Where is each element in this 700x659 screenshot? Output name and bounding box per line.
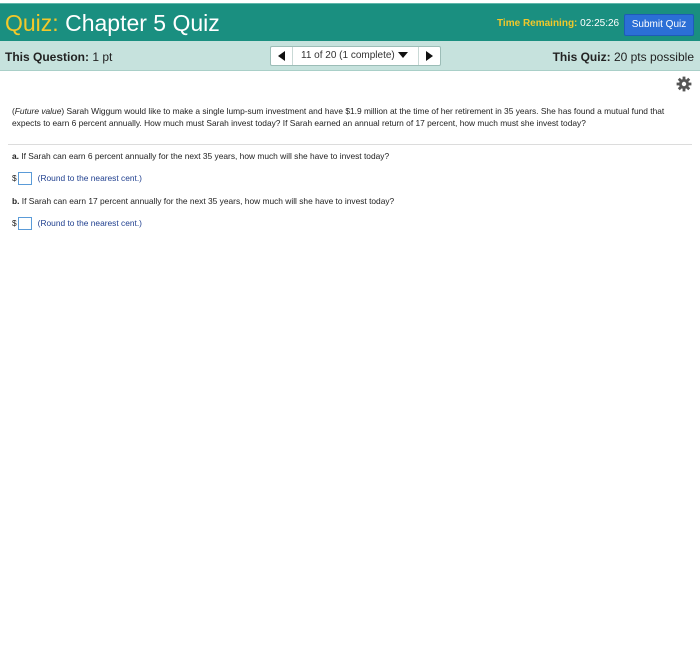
part-a-rounding-hint: (Round to the nearest cent.) <box>37 173 142 183</box>
question-select-dropdown[interactable] <box>294 47 418 65</box>
part-b-rounding-hint: (Round to the nearest cent.) <box>37 218 142 228</box>
this-question-label: This Question: <box>5 50 89 64</box>
this-quiz-label: This Quiz: <box>552 50 611 64</box>
question-topic: Future value <box>14 106 62 116</box>
part-b-text: If Sarah can earn 17 percent annually for the next 35 years, how much will she have to invest today? <box>21 196 395 206</box>
submit-quiz-button[interactable]: Submit Quiz <box>624 14 694 36</box>
triangle-left-icon <box>278 51 285 61</box>
gear-icon[interactable] <box>676 76 692 92</box>
part-a-answer-input[interactable] <box>18 172 32 185</box>
question-text: Sarah Wiggum would like to make a single lump-sum investment and have $1.9 million at the time of her retirement in 35 years. She has found a mutual fund that expects to earn 6 percent annually. How much must Sarah invest today? If Sarah earned an annual return of 17 percent, how much must she invest today? <box>12 106 665 128</box>
triangle-right-icon <box>426 51 433 61</box>
triangle-down-icon <box>398 52 408 58</box>
this-question-points <box>5 50 112 64</box>
part-a-letter: a. <box>12 151 19 161</box>
part-b-currency: $ <box>12 218 17 228</box>
part-a-text: If Sarah can earn 6 percent annually for the next 35 years, how much will she have to invest today? <box>21 151 390 161</box>
quiz-title-name: Chapter 5 Quiz <box>65 10 220 36</box>
part-a-answer-row <box>12 171 142 185</box>
time-remaining <box>497 18 619 30</box>
part-a-currency: $ <box>12 173 17 183</box>
time-remaining-label: Time Remaining: <box>497 18 578 29</box>
this-question-value: 1 pt <box>92 50 113 64</box>
question-navigator <box>270 46 441 66</box>
question-prompt: (Future value) Sarah Wiggum would like to make a single lump-sum investment and have $1.9 million at the time of her retirement in 35 years. She has found a mutual fund that expects to earn 6 percent annually. How much must Sarah invest today? If Sarah earned an annual return of 17 percent, how much must she invest today? <box>12 106 665 128</box>
this-quiz-points <box>553 50 694 64</box>
quiz-header <box>0 3 700 41</box>
question-divider <box>8 144 692 145</box>
part-b-answer-input[interactable] <box>18 217 32 230</box>
previous-question-button[interactable] <box>271 47 293 65</box>
quiz-title-label: Quiz: <box>5 10 59 36</box>
quiz-title <box>5 10 220 36</box>
next-question-button[interactable] <box>418 47 440 65</box>
this-quiz-value: 20 pts possible <box>613 50 694 64</box>
part-b-prompt <box>12 196 394 207</box>
part-b-letter: b. <box>12 196 20 206</box>
question-select-value: 11 of 20 (1 complete) <box>301 50 395 61</box>
part-a-prompt <box>12 151 389 162</box>
question-info-bar <box>0 41 700 71</box>
part-b-answer-row <box>12 216 142 230</box>
time-remaining-value: 02:25:26 <box>580 18 620 29</box>
